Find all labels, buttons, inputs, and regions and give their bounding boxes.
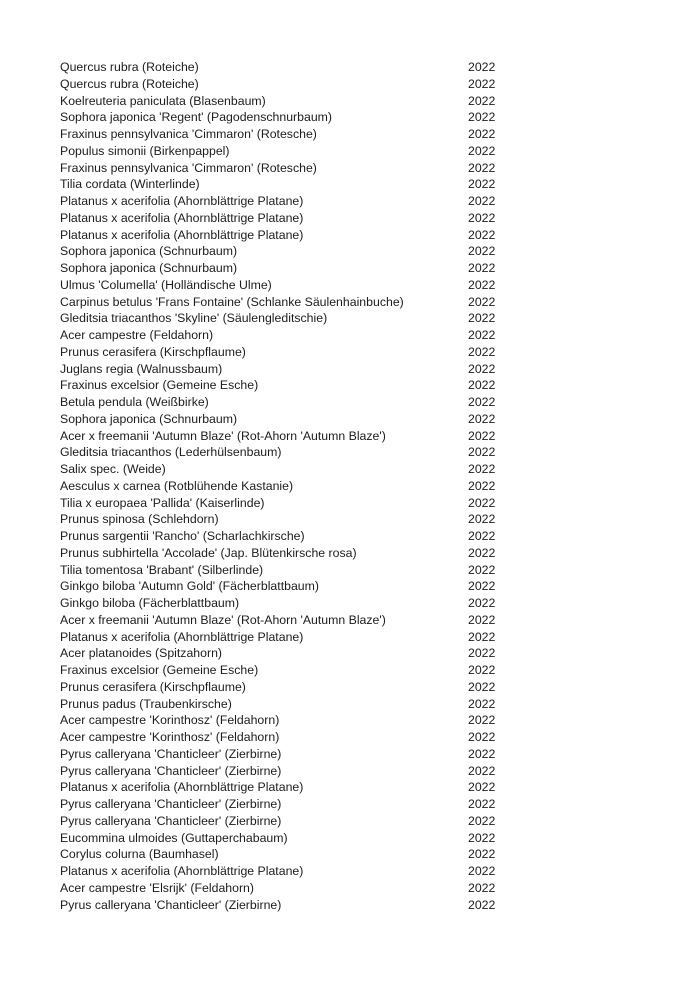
planting-year: 2022 (468, 93, 496, 108)
table-row (60, 478, 680, 495)
planting-year: 2022 (468, 663, 496, 677)
species-name: Ginkgo biloba 'Autumn Gold' (Fächerblattbaum) (60, 579, 319, 594)
table-row (60, 294, 680, 311)
species-name: Pyrus calleryana 'Chanticleer' (Zierbirne) (60, 797, 282, 811)
species-name: Sophora japonica (Schnurbaum) (60, 411, 238, 426)
species-name: Fraxinus pennsylvanica 'Cimmaron' (Rotesche) (60, 160, 317, 175)
species-name: Prunus padus (Traubenkirsche) (60, 696, 232, 711)
table-row (60, 277, 680, 294)
table-row (60, 243, 680, 260)
table-row (60, 779, 680, 796)
planting-year: 2022 (468, 127, 496, 141)
table-row (60, 712, 680, 729)
table-row (60, 260, 680, 277)
table-row (60, 227, 680, 244)
species-name: Carpinus betulus 'Frans Fontaine' (Schlanke Säulenhainbuche) (60, 294, 404, 309)
species-name: Eucommina ulmoides (Guttaperchabaum) (60, 830, 288, 845)
species-name: Ulmus 'Columella' (Holländische Ulme) (60, 277, 272, 292)
species-name: Platanus x acerifolia (Ahornblättrige Platane) (60, 629, 304, 644)
species-name: Betula pendula (Weißbirke) (60, 395, 209, 409)
species-name: Acer x freemanii 'Autumn Blaze' (Rot-Ahorn 'Autumn Blaze') (60, 612, 386, 627)
species-name: Acer campestre (Feldahorn) (60, 328, 214, 342)
planting-year: 2022 (468, 478, 496, 493)
planting-year: 2022 (468, 713, 496, 728)
planting-year: 2022 (468, 545, 496, 560)
planting-year: 2022 (468, 411, 496, 426)
species-name: Tilia x europaea 'Pallida' (Kaiserlinde) (60, 495, 265, 510)
table-row (60, 696, 680, 713)
table-row (60, 880, 680, 897)
planting-year: 2022 (468, 646, 496, 661)
species-name: Fraxinus excelsior (Gemeine Esche) (60, 378, 259, 393)
table-row (60, 109, 680, 126)
table-row (60, 528, 680, 545)
table-row (60, 629, 680, 646)
planting-year: 2022 (468, 880, 496, 895)
planting-year: 2022 (468, 210, 496, 225)
planting-year: 2022 (468, 194, 496, 208)
species-name: Fraxinus pennsylvanica 'Cimmaron' (Rotesche) (60, 127, 317, 141)
table-row (60, 562, 680, 579)
table-row (60, 344, 680, 361)
planting-year: 2022 (468, 780, 496, 795)
planting-year: 2022 (468, 428, 496, 443)
table-row (60, 411, 680, 428)
species-name: Juglans regia (Walnussbaum) (60, 361, 223, 376)
table-row (60, 210, 680, 227)
planting-year: 2022 (468, 512, 496, 527)
species-name: Prunus cerasifera (Kirschpflaume) (60, 679, 246, 694)
species-name: Acer x freemanii 'Autumn Blaze' (Rot-Ahorn 'Autumn Blaze') (60, 428, 386, 443)
species-name: Acer campestre 'Elsrijk' (Feldahorn) (60, 880, 254, 895)
species-name: Sophora japonica (Schnurbaum) (60, 261, 238, 275)
table-row (60, 595, 680, 612)
planting-year: 2022 (468, 830, 496, 845)
species-name: Acer campestre 'Korinthosz' (Feldahorn) (60, 730, 280, 744)
tree-planting-list (60, 59, 680, 913)
planting-year: 2022 (468, 579, 496, 594)
planting-year: 2022 (468, 160, 496, 175)
species-name: Ginkgo biloba (Fächerblattbaum) (60, 596, 240, 610)
table-row (60, 428, 680, 445)
table-row (60, 897, 680, 914)
table-row (60, 511, 680, 528)
planting-year: 2022 (468, 344, 496, 359)
table-row (60, 545, 680, 562)
table-row (60, 327, 680, 344)
table-row (60, 796, 680, 813)
species-name: Aesculus x carnea (Rotblühende Kastanie) (60, 478, 294, 493)
planting-year: 2022 (468, 612, 496, 627)
species-name: Salix spec. (Weide) (60, 462, 166, 476)
species-name: Pyrus calleryana 'Chanticleer' (Zierbirne) (60, 746, 282, 761)
species-name: Prunus sargentii 'Rancho' (Scharlachkirsche) (60, 529, 305, 543)
table-row (60, 846, 680, 863)
planting-year: 2022 (468, 227, 496, 242)
planting-year: 2022 (468, 730, 496, 744)
species-name: Quercus rubra (Roteiche) (60, 60, 199, 74)
planting-year: 2022 (468, 277, 496, 292)
planting-year: 2022 (468, 177, 496, 192)
planting-year: 2022 (468, 696, 496, 711)
table-row (60, 612, 680, 629)
table-row (60, 729, 680, 746)
species-name: Koelreuteria paniculata (Blasenbaum) (60, 93, 266, 108)
table-row (60, 143, 680, 160)
table-row (60, 578, 680, 595)
planting-year: 2022 (468, 110, 496, 125)
species-name: Platanus x acerifolia (Ahornblättrige Platane) (60, 227, 304, 242)
species-name: Gleditsia triacanthos 'Skyline' (Säulengleditschie) (60, 311, 328, 326)
planting-year: 2022 (468, 294, 496, 309)
table-row (60, 361, 680, 378)
planting-year: 2022 (468, 60, 496, 74)
planting-year: 2022 (468, 629, 496, 644)
table-row (60, 444, 680, 461)
planting-year: 2022 (468, 813, 496, 828)
table-row (60, 126, 680, 143)
table-row (60, 76, 680, 93)
planting-year: 2022 (468, 143, 496, 158)
table-row (60, 93, 680, 110)
species-name: Acer campestre 'Korinthosz' (Feldahorn) (60, 713, 280, 728)
species-name: Tilia cordata (Winterlinde) (60, 177, 200, 192)
species-name: Platanus x acerifolia (Ahornblättrige Platane) (60, 864, 304, 878)
planting-year: 2022 (468, 261, 496, 275)
table-row (60, 830, 680, 847)
planting-year: 2022 (468, 679, 496, 694)
table-row (60, 176, 680, 193)
species-name: Platanus x acerifolia (Ahornblättrige Platane) (60, 210, 304, 225)
species-name: Platanus x acerifolia (Ahornblättrige Platane) (60, 780, 304, 795)
planting-year: 2022 (468, 361, 496, 376)
table-row (60, 160, 680, 177)
species-name: Sophora japonica (Schnurbaum) (60, 244, 238, 259)
species-name: Pyrus calleryana 'Chanticleer' (Zierbirne) (60, 813, 282, 828)
planting-year: 2022 (468, 495, 496, 510)
table-row (60, 394, 680, 411)
species-name: Quercus rubra (Roteiche) (60, 76, 199, 91)
table-row (60, 679, 680, 696)
table-row (60, 495, 680, 512)
species-name: Sophora japonica 'Regent' (Pagodenschnurbaum) (60, 110, 332, 125)
table-row (60, 59, 680, 76)
planting-year: 2022 (468, 445, 496, 460)
species-name: Acer platanoides (Spitzahorn) (60, 646, 222, 661)
table-row (60, 310, 680, 327)
species-name: Gleditsia triacanthos (Lederhülsenbaum) (60, 445, 282, 460)
table-row (60, 746, 680, 763)
planting-year: 2022 (468, 395, 496, 409)
planting-year: 2022 (468, 328, 496, 342)
planting-year: 2022 (468, 596, 496, 610)
species-name: Prunus subhirtella 'Accolade' (Jap. Blütenkirsche rosa) (60, 545, 357, 560)
species-name: Pyrus calleryana 'Chanticleer' (Zierbirne) (60, 897, 282, 912)
table-row (60, 763, 680, 780)
table-row (60, 193, 680, 210)
species-name: Pyrus calleryana 'Chanticleer' (Zierbirne) (60, 763, 282, 778)
species-name: Prunus cerasifera (Kirschpflaume) (60, 344, 246, 359)
species-name: Tilia tomentosa 'Brabant' (Silberlinde) (60, 562, 264, 577)
species-name: Fraxinus excelsior (Gemeine Esche) (60, 663, 259, 677)
planting-year: 2022 (468, 746, 496, 761)
planting-year: 2022 (468, 311, 496, 326)
planting-year: 2022 (468, 897, 496, 912)
planting-year: 2022 (468, 562, 496, 577)
planting-year: 2022 (468, 462, 496, 476)
table-row (60, 863, 680, 880)
table-row (60, 461, 680, 478)
table-row (60, 813, 680, 830)
planting-year: 2022 (468, 76, 496, 91)
planting-year: 2022 (468, 847, 496, 862)
planting-year: 2022 (468, 378, 496, 393)
species-name: Corylus colurna (Baumhasel) (60, 847, 219, 862)
species-name: Populus simonii (Birkenpappel) (60, 143, 230, 158)
species-name: Platanus x acerifolia (Ahornblättrige Platane) (60, 194, 304, 208)
table-row (60, 377, 680, 394)
planting-year: 2022 (468, 529, 496, 543)
planting-year: 2022 (468, 763, 496, 778)
planting-year: 2022 (468, 797, 496, 811)
planting-year: 2022 (468, 864, 496, 878)
table-row (60, 662, 680, 679)
planting-year: 2022 (468, 244, 496, 259)
species-name: Prunus spinosa (Schlehdorn) (60, 512, 219, 527)
table-row (60, 645, 680, 662)
